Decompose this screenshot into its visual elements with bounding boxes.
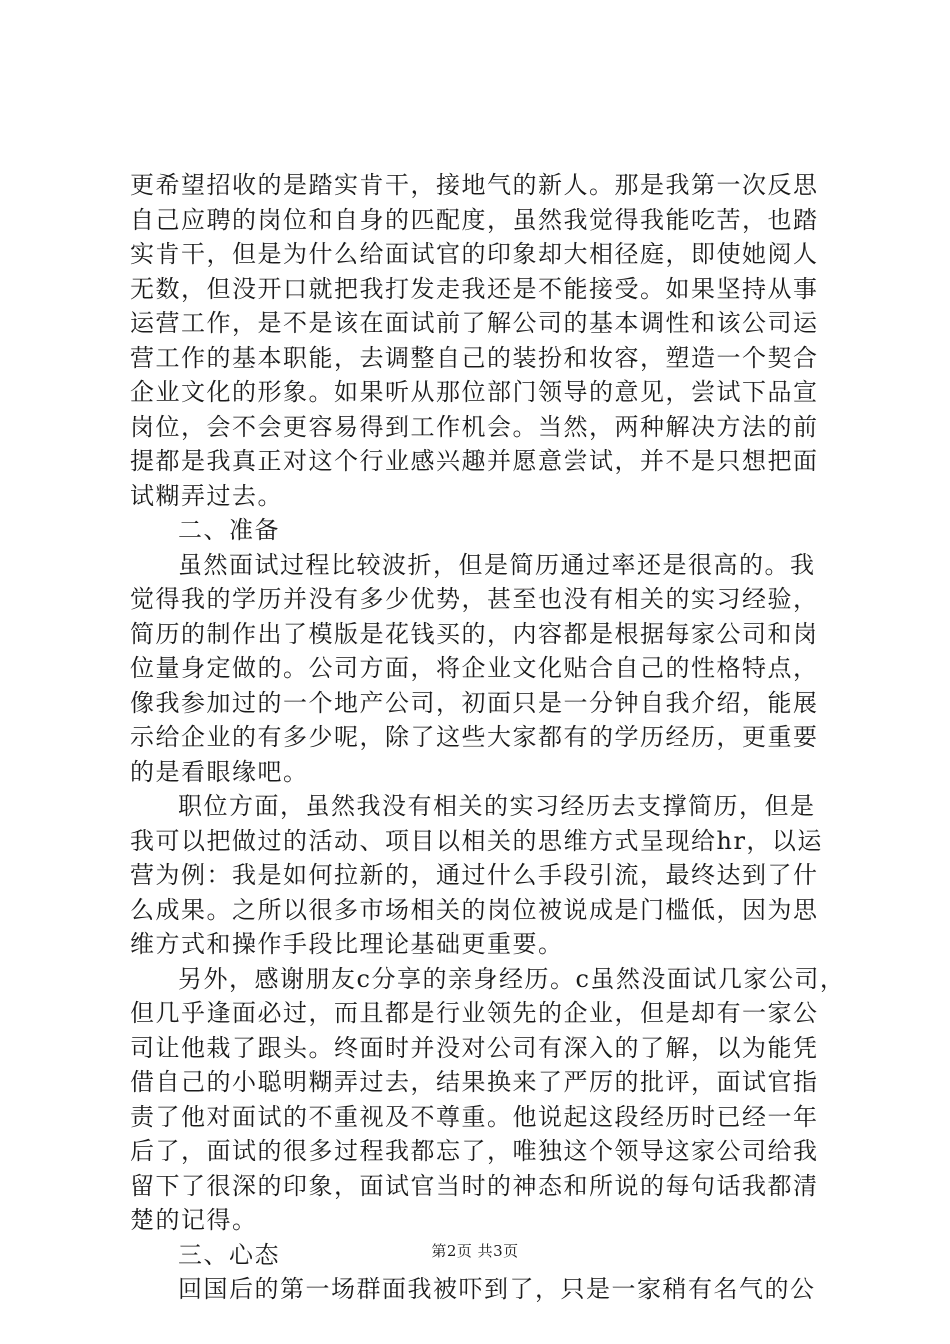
- paragraph-first-line: 虽然面试过程比较波折，但是简历通过率还是很高的。我: [178, 550, 816, 579]
- body-line: 我可以把做过的活动、项目以相关的思维方式呈现给hr，以运: [130, 826, 823, 855]
- body-line: 示给企业的有多少呢，除了这些大家都有的学历经历，更重要: [130, 723, 819, 751]
- body-line: 运营工作，是不是该在面试前了解公司的基本调性和该公司运: [130, 309, 819, 337]
- body-line: 提都是我真正对这个行业感兴趣并愿意尝试，并不是只想把面: [130, 447, 819, 475]
- body-line: 司让他栽了跟头。终面时并没对公司有深入的了解，以为能凭: [130, 1033, 819, 1062]
- body-line: 无数，但没开口就把我打发走我还是不能接受。如果坚持从事: [130, 274, 819, 303]
- body-line: 维方式和操作手段比理论基础更重要。: [130, 930, 564, 958]
- body-line: 企业文化的形象。如果听从那位部门领导的意见，尝试下品宣: [130, 378, 819, 406]
- body-line: 自己应聘的岗位和自身的匹配度，虽然我觉得我能吃苦，也踏: [130, 205, 819, 234]
- body-line: 实肯干，但是为什么给面试官的印象却大相径庭，即使她阅人: [130, 240, 819, 268]
- body-line: 岗位，会不会更容易得到工作机会。当然，两种解决方法的前: [130, 412, 819, 441]
- body-line: 试糊弄过去。: [130, 481, 283, 510]
- paragraph-first-line: 回国后的第一场群面我被吓到了，只是一家稍有名气的公: [178, 1275, 816, 1303]
- body-line: 简历的制作出了模版是花钱买的，内容都是根据每家公司和岗: [130, 619, 819, 648]
- document-body: [130, 168, 846, 1307]
- paragraph-first-line: 另外，感谢朋友c分享的亲身经历。c虽然没面试几家公司，: [178, 964, 846, 993]
- body-line: 后了，面试的很多过程我都忘了，唯独这个领导这家公司给我: [130, 1137, 819, 1165]
- body-line: 更希望招收的是踏实肯干，接地气的新人。那是我第一次反思: [130, 171, 819, 199]
- section-heading-mindset: 三、心态: [178, 1240, 280, 1269]
- body-line: 楚的记得。: [130, 1206, 258, 1234]
- page-number-footer: 第2页 共3页: [431, 1242, 519, 1260]
- body-line: 但几乎逢面必过，而且都是行业领先的企业，但是却有一家公: [130, 999, 819, 1027]
- body-line: 借自己的小聪明糊弄过去，结果换来了严厉的批评，面试官指: [130, 1068, 819, 1096]
- body-line: 觉得我的学历并没有多少优势，甚至也没有相关的实习经验，: [130, 585, 819, 613]
- body-line: 营为例：我是如何拉新的，通过什么手段引流，最终达到了什: [130, 861, 819, 889]
- body-line: 责了他对面试的不重视及不尊重。他说起这段经历时已经一年: [130, 1102, 819, 1131]
- body-line: 像我参加过的一个地产公司，初面只是一分钟自我介绍，能展: [130, 688, 819, 717]
- section-heading-preparation: 二、准备: [178, 516, 280, 544]
- body-line: 留下了很深的印象，面试官当时的神态和所说的每句话我都清: [130, 1171, 819, 1200]
- body-line: 位量身定做的。公司方面，将企业文化贴合自己的性格特点，: [130, 654, 819, 682]
- paragraph-first-line: 职位方面，虽然我没有相关的实习经历去支撑简历，但是: [178, 792, 816, 820]
- body-line: 么成果。之所以很多市场相关的岗位被说成是门槛低，因为思: [130, 895, 819, 924]
- body-line: 的是看眼缘吧。: [130, 757, 309, 786]
- body-line: 营工作的基本职能，去调整自己的装扮和妆容，塑造一个契合: [130, 343, 819, 372]
